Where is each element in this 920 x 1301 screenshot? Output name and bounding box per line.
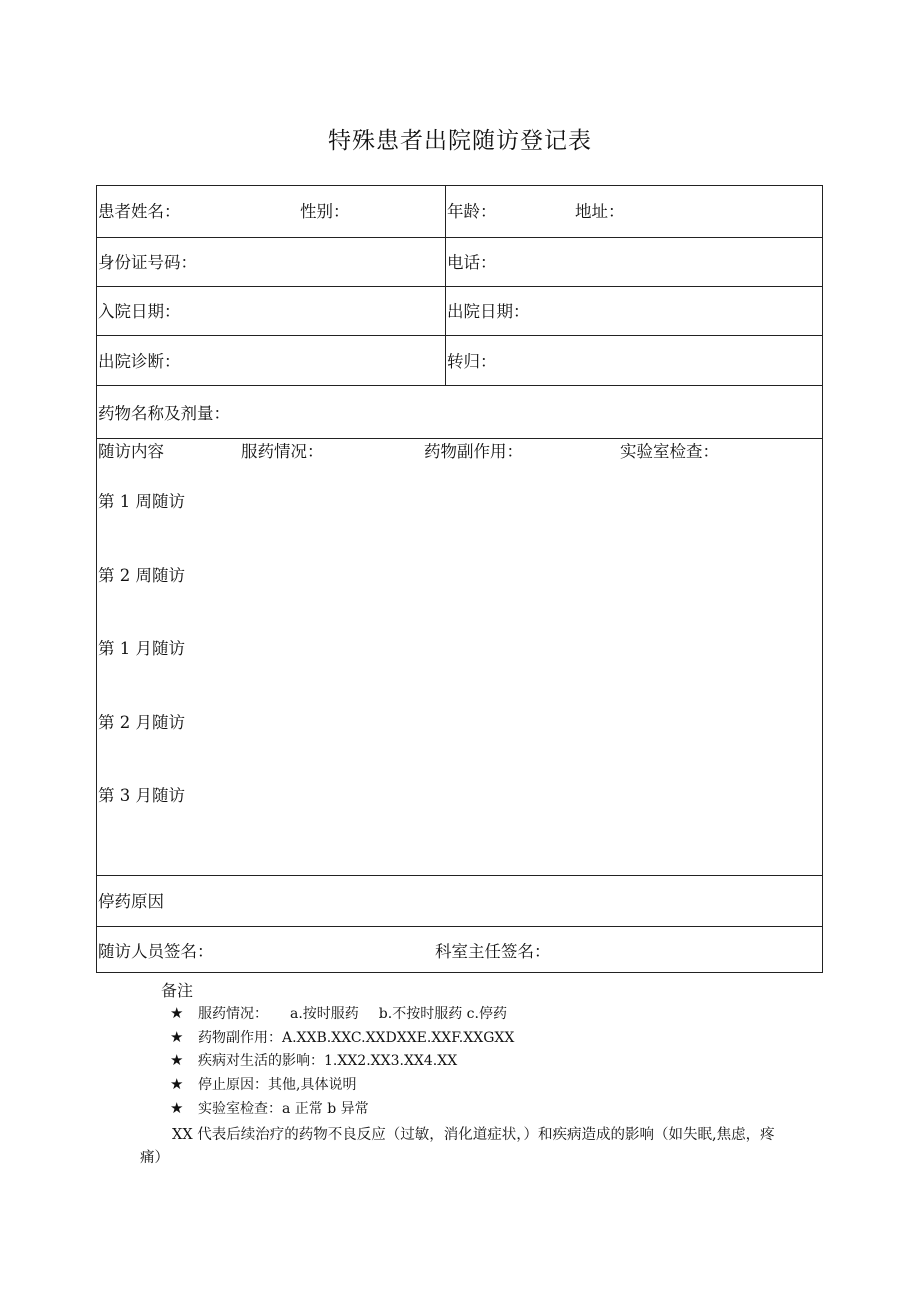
note-label: 疾病对生活的影响：1.XX2.XX3.XX4.XX (198, 1053, 458, 1069)
followup-month3: 第 3 月随访 (98, 786, 185, 805)
row-divider (97, 438, 822, 439)
row-divider (97, 237, 822, 238)
footnote-line-2: 痛） (140, 1150, 169, 1166)
outcome-label: 转归： (447, 352, 497, 371)
footnote-line-1: XX 代表后续治疗的药物不良反应（过敏，消化道症状，）和疾病造成的影响（如失眠,焦虑，疼 (172, 1127, 775, 1143)
star-icon: ★ (170, 1075, 184, 1093)
side-effects-label: 药物副作用： (424, 442, 523, 461)
followup-content-label: 随访内容 (98, 442, 164, 461)
note-label: 停止原因：其他,具体说明 (198, 1077, 357, 1093)
staff-signature-label: 随访人员签名： (98, 942, 214, 961)
star-icon: ★ (170, 1004, 184, 1022)
note-option-a: a.按时服药 (290, 1006, 359, 1022)
star-icon: ★ (170, 1099, 184, 1117)
row-divider (97, 875, 822, 876)
address-label: 地址： (575, 202, 625, 221)
row-divider (97, 335, 822, 336)
followup-week1: 第 1 周随访 (98, 492, 185, 511)
star-icon: ★ (170, 1028, 184, 1046)
page-title: 特殊患者出院随访登记表 (328, 128, 592, 154)
note-label: 服药情况： (198, 1006, 268, 1022)
followup-month1: 第 1 月随访 (98, 639, 185, 658)
discharge-diagnosis-label: 出院诊断： (98, 352, 181, 371)
med-status-label: 服药情况： (241, 442, 324, 461)
note-med-status (170, 1003, 507, 1023)
note-side-effects (170, 1027, 514, 1047)
row-divider (97, 926, 822, 927)
followup-week2: 第 2 周随访 (98, 566, 185, 585)
note-label: 药物副作用：A.XXB.XXC.XXDXXE.XXF.XXGXX (198, 1030, 515, 1046)
column-divider (445, 186, 446, 385)
patient-name-label: 患者姓名： (98, 202, 181, 221)
notes-heading: 备注 (161, 981, 194, 1000)
age-label: 年龄： (447, 202, 497, 221)
admission-date-label: 入院日期： (98, 302, 181, 321)
note-option-b: b.不按时服药 c.停药 (378, 1006, 507, 1022)
director-signature-label: 科室主任签名： (435, 942, 551, 961)
discharge-date-label: 出院日期： (447, 302, 530, 321)
row-divider (97, 385, 822, 386)
stop-reason-label: 停药原因 (98, 892, 164, 911)
gender-label: 性别： (300, 202, 350, 221)
followup-month2: 第 2 月随访 (98, 713, 185, 732)
note-label: 实验室检查：a 正常 b 异常 (198, 1101, 369, 1117)
phone-label: 电话： (447, 253, 497, 272)
lab-tests-label: 实验室检查： (620, 442, 719, 461)
note-life-impact (170, 1050, 457, 1070)
medication-label: 药物名称及剂量： (98, 404, 230, 423)
row-divider (97, 286, 822, 287)
note-stop-reason (170, 1074, 356, 1094)
star-icon: ★ (170, 1051, 184, 1069)
registration-form (96, 185, 823, 973)
id-number-label: 身份证号码： (98, 253, 197, 272)
note-lab-tests (170, 1098, 369, 1118)
